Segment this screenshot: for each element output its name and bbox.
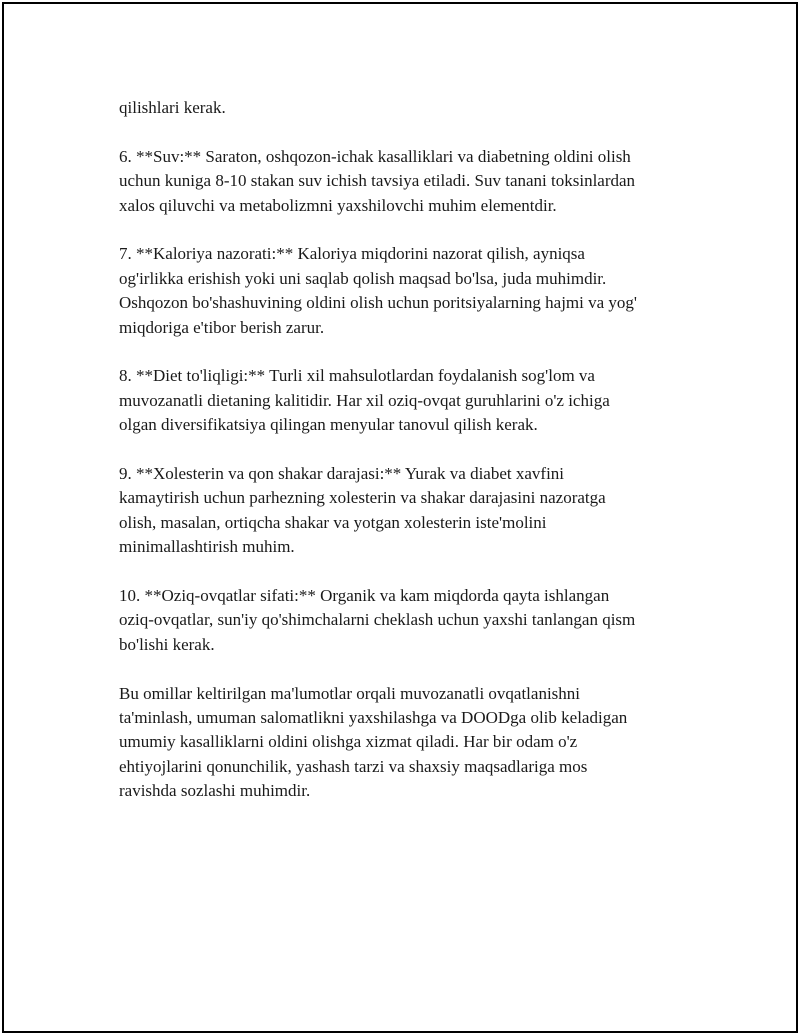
paragraph-item-9-cholesterol-sugar: 9. **Xolesterin va qon shakar darajasi:** Yurak va diabet xavfini kamaytirish uchun parhezning xolesterin va shakar darajasini nazoratga olish, masalan, ortiqcha shakar va yotgan xolesterin iste'molini minimallashtirish muhim. (119, 464, 606, 557)
paragraph-continuation: qilishlari kerak. (119, 98, 226, 117)
page-frame (2, 2, 798, 1033)
paragraph-item-6-water: 6. **Suv:** Saraton, oshqozon-ichak kasalliklari va diabetning oldini olish uchun kuniga 8-10 stakan suv ichish tavsiya etiladi. Suv tanani toksinlardan xalos qiluvchi va metabolizmni yaxshilovchi muhim elementdir. (119, 146, 636, 215)
paragraph-item-7-calorie-control: 7. **Kaloriya nazorati:** Kaloriya miqdorini nazorat qilish, ayniqsa og'irlikka erishish yoki uni saqlab qolish maqsad bo'lsa, juda muhimdir. Oshqozon bo'shashuvining oldini olish uchun poritsiyalarning hajmi va yog' miqdoriga e'tibor berish zarur. (119, 244, 637, 337)
paragraph-item-8-diet-completeness: 8. **Diet to'liqligi:** Turli xil mahsulotlardan foydalanish sog'lom va muvozanatli dietaning kalitidir. Har xil oziq-ovqat guruhlarini o'z ichiga olgan diversifikatsiya qilingan menyular tanovul qilish kerak. (119, 366, 610, 435)
paragraph-item-10-food-quality: 10. **Oziq-ovqatlar sifati:** Organik va kam miqdorda qayta ishlangan oziq-ovqatlar, sun'iy qo'shimchalarni cheklash uchun yaxshi tanlangan qism bo'lishi kerak. (119, 586, 636, 654)
document-body (119, 96, 699, 828)
paragraph-conclusion: Bu omillar keltirilgan ma'lumotlar orqali muvozanatli ovqatlanishni ta'minlash, umuman salomatlikni yaxshilashga va DOODga olib keladigan umumiy kasalliklarni oldini olishga xizmat qiladi. Har bir odam o'z ehtiyojlarini qonunchilik, yashash tarzi va shaxsiy maqsadlariga mos ravishda sozlashi muhimdir. (119, 683, 628, 801)
